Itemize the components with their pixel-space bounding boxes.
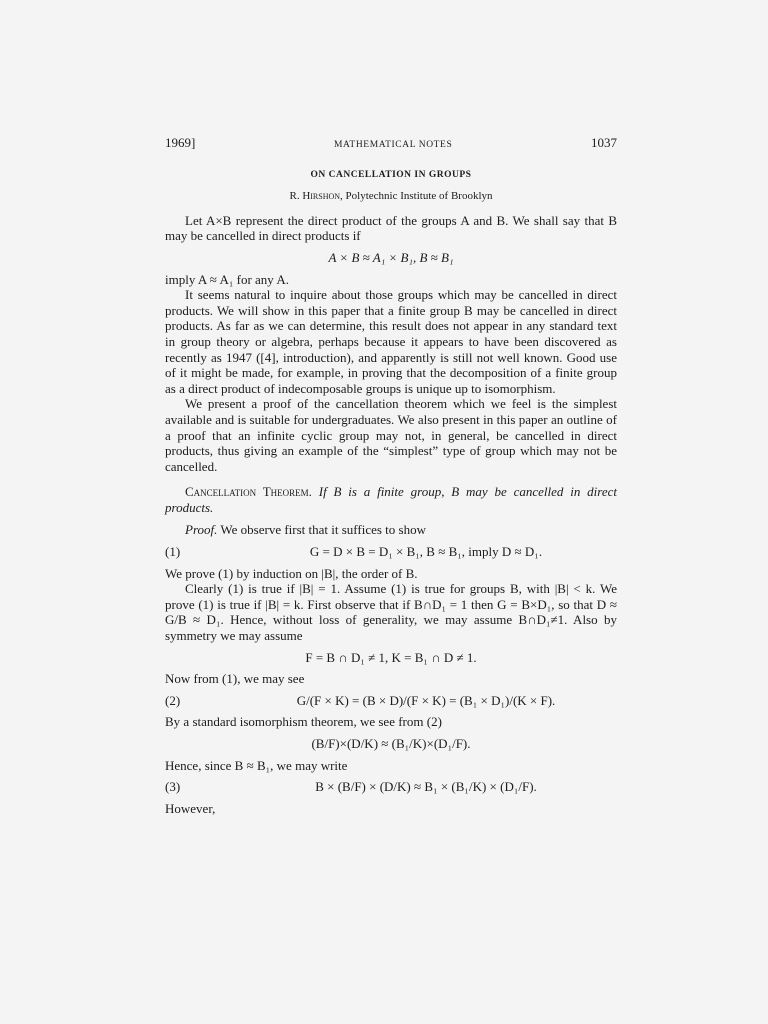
equation-f-k: F = B ∩ D₁ ≠ 1, K = B₁ ∩ D ≠ 1. (305, 649, 477, 665)
equation-cancel-text: A × B ≈ A₁ × B₁, B ≈ B₁ (328, 249, 454, 265)
paragraph-definition: Let A×B represent the direct product of the groups A and B. We shall say that B may be cancelled in direct products if (165, 212, 617, 244)
page-number: 1037 (590, 135, 617, 150)
paragraph-however: However, (165, 800, 216, 816)
equation-2-number: (2) (165, 692, 181, 708)
author-affiliation: , Polytechnic Institute of Brooklyn (340, 190, 493, 203)
running-head (165, 135, 617, 154)
equation-3 (165, 779, 617, 795)
equation-1-number: (1) (165, 544, 181, 560)
proof-label: Proof. (185, 522, 218, 538)
proof-intro-text: We observe first that it suffices to show (217, 522, 426, 538)
paragraph-induction-step: Clearly (1) is true if |B| = 1. Assume (1) is true for groups B, with |B| < k. We prove (1) is true if |B| = k. First observe that if B∩D₁ = 1 then G = B×D₁, so that D ≈ G/B ≈ D₁. Hence, without loss of generality, we may assume B∩D₁≠1. Also by symmetry we may assume (165, 581, 617, 644)
author-line (165, 189, 617, 205)
theorem-label: Cancellation Theorem. (185, 484, 312, 500)
paragraph-motivation: It seems natural to inquire about those groups which may be cancelled in direct products. We will show in this paper that a finite group B may be cancelled in direct products. As far as we can determine, this result does not appear in any standard text in group theory or algebra, perhaps because it appears to have been discovered as recently as 1947 ([4], introduction), and apparently is still not well known. Good use of it might be made, for example, in proving that the decomposition of a finite group as a direct product of indecomposable groups is unique up to isomorphism. (165, 287, 617, 396)
paragraph-standard-iso: By a standard isomorphism theorem, we see from (2) (165, 714, 442, 730)
equation-cancel (165, 250, 617, 266)
header-year: 1969] (165, 135, 196, 150)
header-journal-section: MATHEMATICAL NOTES (333, 140, 453, 150)
paragraph-now: Now from (1), we may see (165, 671, 305, 687)
equation-2-body: G/(F × K) = (B × D)/(F × K) = (B₁ × D₁)/(K × F). (296, 692, 556, 708)
paragraph-hence: Hence, since B ≈ B₁, we may write (165, 757, 348, 773)
theorem (165, 484, 617, 515)
paragraph-imply: imply A ≈ A₁ for any A. (165, 271, 289, 287)
equation-3-body: B × (B/F) × (D/K) ≈ B₁ × (B₁/K) × (D₁/F). (315, 779, 537, 795)
equation-iso: (B/F)×(D/K) ≈ (B₁/K)×(D₁/F). (311, 736, 471, 751)
paragraph-overview: We present a proof of the cancellation theorem which we feel is the simplest available and is suitable for undergraduates. We also present in this paper an outline of a proof that an infinite cyclic group may not, in general, be cancelled in direct products, thus giving an example of the “simplest” type of group which may not be cancelled. (165, 396, 617, 474)
journal-page (165, 135, 617, 816)
equation-2 (165, 693, 617, 709)
paragraph-induction: We prove (1) by induction on |B|, the order of B. (165, 565, 418, 581)
theorem-statement: If B is a finite group, B may be cancelled in direct products. (165, 484, 617, 515)
proof-intro (165, 522, 617, 538)
equation-3-number: (3) (165, 779, 181, 795)
equation-1 (165, 544, 617, 560)
equation-1-body: G = D × B = D₁ × B₁, B ≈ B₁, imply D ≈ D₁. (309, 544, 543, 560)
article-title: ON CANCELLATION IN GROUPS (310, 169, 472, 180)
author-name: R. Hirshon (289, 190, 341, 203)
